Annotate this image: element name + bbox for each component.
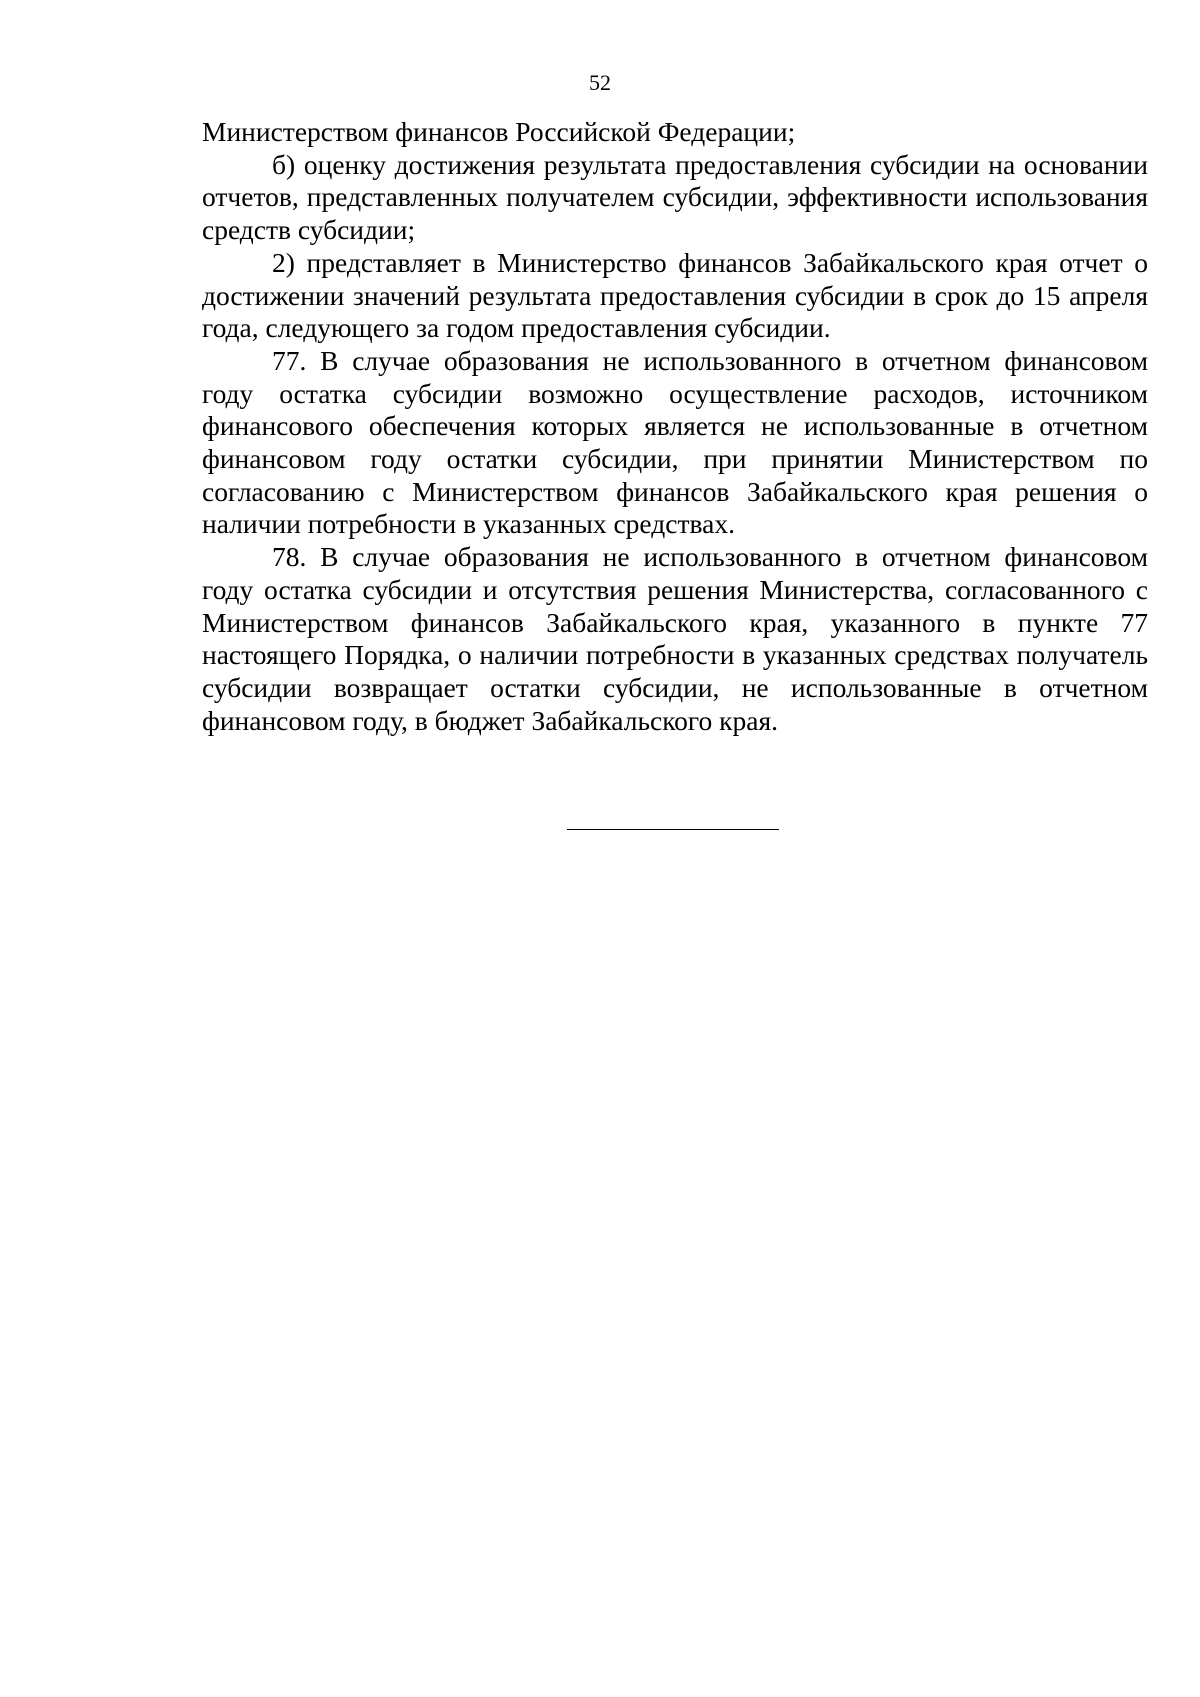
end-of-document-rule: [567, 829, 779, 830]
paragraph-item-2: 2) представляет в Министерство финансов Забайкальского края отчет о достижении значений результата предоставления субсидии в срок до 15 апреля года, следующего за годом предоставления субсидии.: [202, 246, 1148, 344]
document-body: [202, 116, 1148, 737]
page-number: 52: [589, 70, 611, 95]
paragraph-clause-77: 77. В случае образования не использованного в отчетном финансовом году остатка субсидии возможно осуществление расходов, источником финансового обеспечения которых является не использованные в отчетном финансовом году остатки субсидии, при принятии Министерством по согласованию с Министерством финансов Забайкальского края решения о наличии потребности в указанных средствах.: [202, 344, 1148, 540]
paragraph-clause-78: 78. В случае образования не использованного в отчетном финансовом году остатка субсидии и отсутствия решения Министерства, согласованного с Министерством финансов Забайкальского края, указанного в пункте 77 настоящего Порядка, о наличии потребности в указанных средствах получатель субсидии возвращает остатки субсидии, не использованные в отчетном финансовом году, в бюджет Забайкальского края.: [202, 541, 1148, 736]
paragraph-continuation: Министерством финансов Российской Федерации;: [202, 116, 796, 147]
paragraph-item-b: б) оценку достижения результата предоставления субсидии на основании отчетов, представленных получателем субсидии, эффективности использования средств субсидии;: [202, 148, 1148, 246]
